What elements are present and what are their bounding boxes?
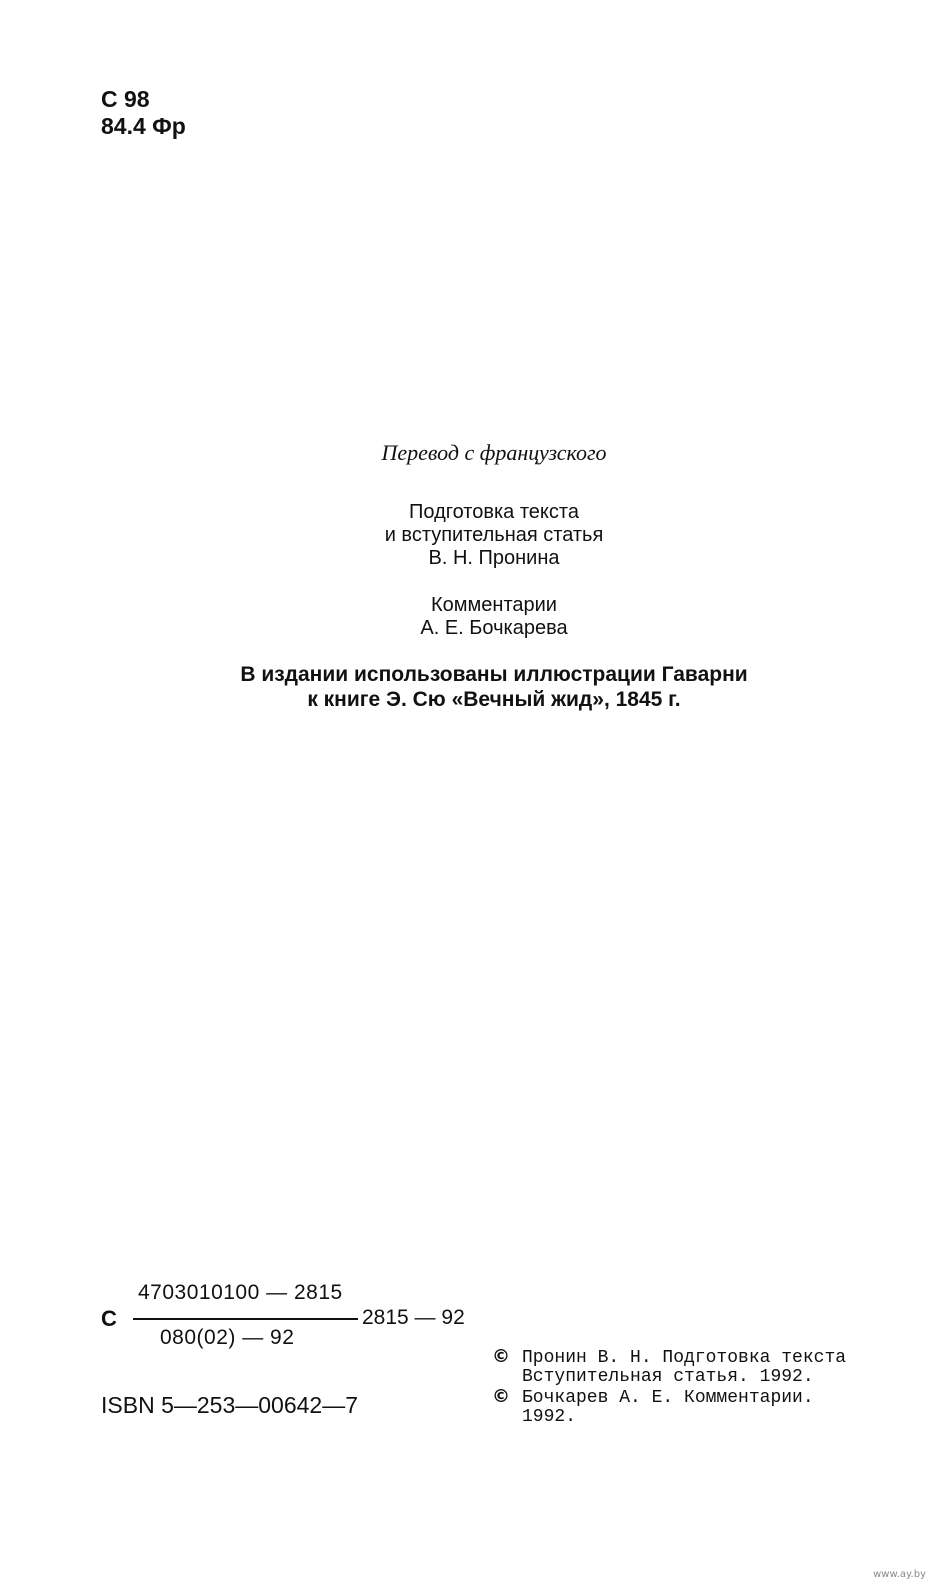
copyright-entry-2 <box>492 1387 846 1427</box>
bibliographic-suffix: 2815 — 92 <box>362 1306 465 1329</box>
copyright-entry1-line1: Пронин В. Н. Подготовка текста <box>522 1348 847 1368</box>
copyright-entry2-line1: Бочкарев А. Е. Комментарии. <box>522 1388 814 1408</box>
prep-line1: Подготовка текста <box>409 501 579 523</box>
bibliographic-denominator: 080(02) — 92 <box>160 1326 295 1349</box>
bibliographic-letter: С <box>101 1306 117 1331</box>
classification-code-line1: С 98 <box>101 86 150 112</box>
copyright-entry1-line2: Вступительная статья. 1992. <box>522 1367 814 1387</box>
illustrations-line1: В издании использованы иллюстрации Гаварни <box>240 663 748 686</box>
comments-label: Комментарии <box>431 594 557 616</box>
classification-codes <box>101 86 186 140</box>
classification-code-line2: 84.4 Фр <box>101 113 186 139</box>
isbn: ISBN 5—253—00642—7 <box>101 1392 358 1418</box>
bibliographic-numerator: 4703010100 — 2815 <box>138 1281 343 1304</box>
prep-name: В. Н. Пронина <box>428 547 560 569</box>
text-preparation-credit <box>0 501 938 570</box>
copyright-entry2-line2: 1992. <box>522 1407 577 1427</box>
watermark: www.ay.by <box>873 1569 926 1580</box>
translation-note: Перевод с французского <box>381 440 607 465</box>
comments-name: А. Е. Бочкарева <box>420 617 568 639</box>
fraction-bar <box>133 1318 358 1320</box>
copyright-icon: © <box>492 1386 510 1407</box>
illustrations-note <box>0 662 938 712</box>
prep-line2: и вступительная статья <box>384 524 604 546</box>
illustrations-line2: к книге Э. Сю «Вечный жид», 1845 г. <box>307 688 681 711</box>
comments-credit <box>0 594 938 640</box>
copyright-icon: © <box>492 1346 510 1367</box>
copyright-entry-1 <box>492 1347 846 1387</box>
copyright-block <box>492 1347 846 1427</box>
